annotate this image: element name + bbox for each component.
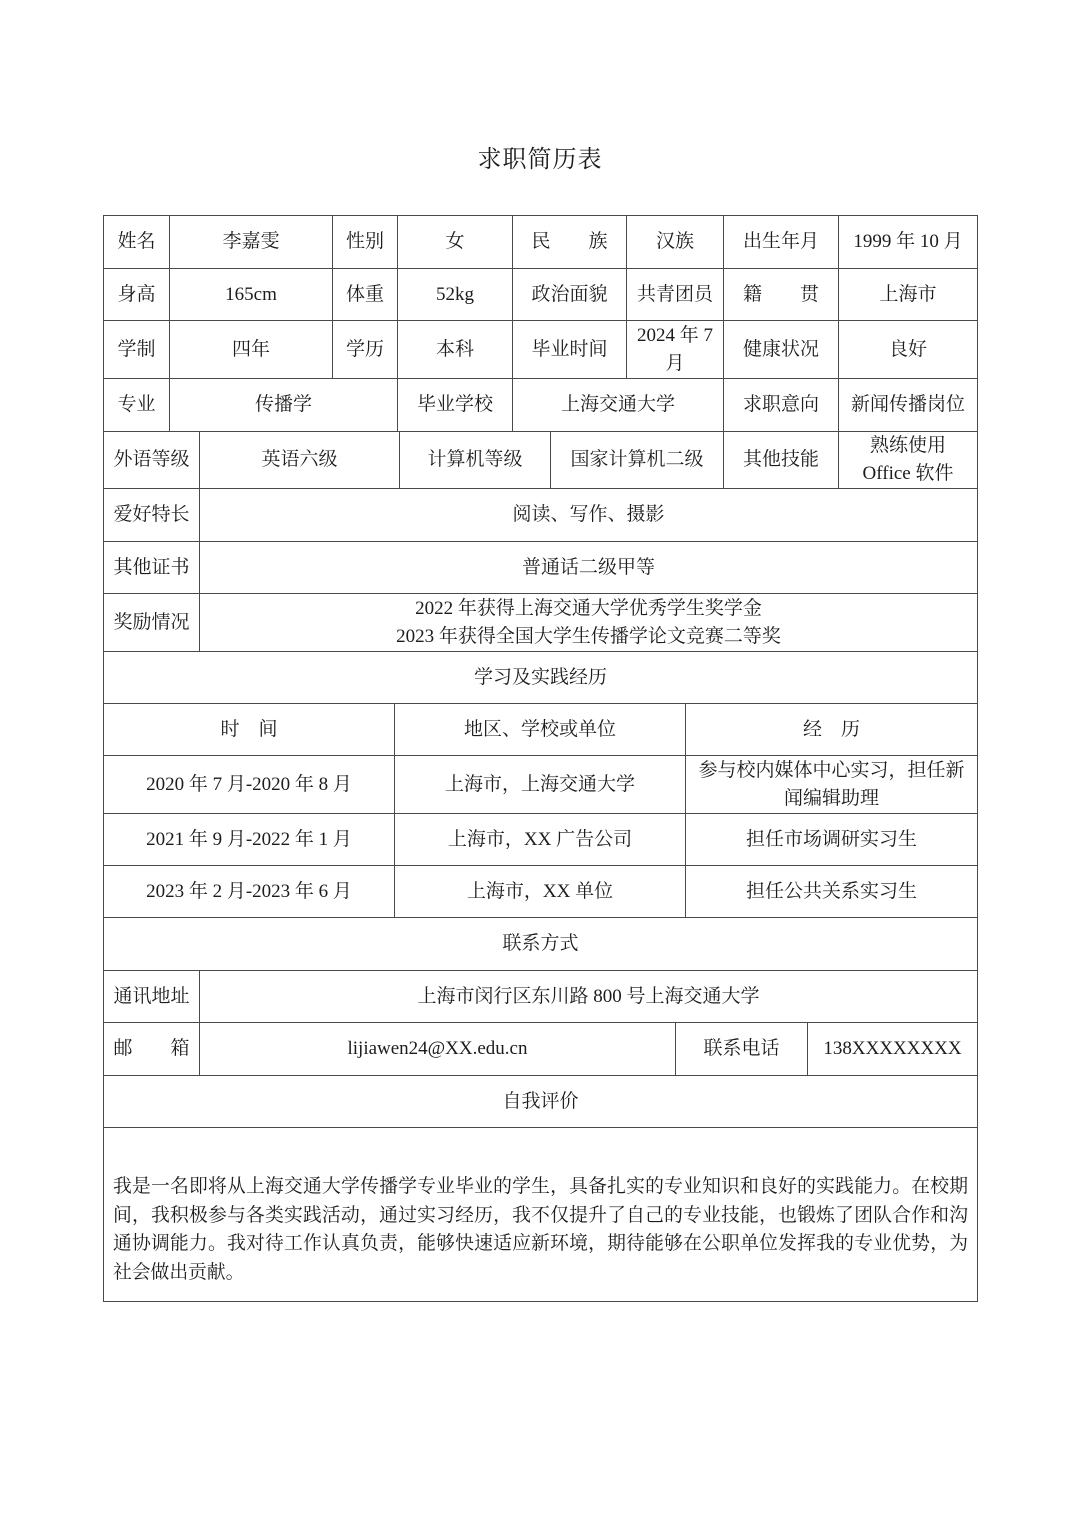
- resume-table: [103, 215, 978, 1302]
- table-row: [104, 431, 977, 488]
- gender-label: 性别: [332, 216, 397, 268]
- experience-header-row: [104, 703, 977, 755]
- other-skills-label: 其他技能: [723, 432, 838, 488]
- period-header: 时 间: [220, 718, 278, 740]
- certificates-label: 其他证书: [113, 556, 190, 578]
- political-label: 政治面貌: [512, 269, 626, 320]
- education-value: 本科: [397, 321, 512, 378]
- experience-place: 上海市，XX 广告公司: [394, 814, 685, 865]
- table-row: [104, 865, 977, 917]
- birth-value: 1999 年 10 月: [838, 216, 977, 268]
- school-label: 毕业学校: [397, 379, 512, 431]
- table-row: [104, 268, 977, 320]
- language-label: 外语等级: [113, 449, 190, 470]
- address-value: 上海市闵行区东川路 800 号上海交通大学: [199, 971, 977, 1022]
- major-label: 专业: [117, 394, 156, 415]
- schooling-label: 学制: [117, 338, 156, 360]
- table-row: [104, 755, 977, 813]
- weight-label: 体重: [332, 269, 397, 320]
- self-evaluation-text: 我是一名即将从上海交通大学传播学专业毕业的学生，具备扎实的专业知识和良好的实践能力。在校期间，我积极参与各类实践活动，通过实习经历，我不仅提升了自己的专业技能，也锻炼了团队合作和沟通协调能力。我对待工作认真负责，能够快速适应新环境，期待能够在公职单位发挥我的专业优势，为社会做出贡献。: [113, 1176, 968, 1283]
- table-row: [104, 593, 977, 651]
- name-label: 姓名: [117, 231, 156, 252]
- awards-value: [199, 594, 977, 651]
- health-label: 健康状况: [723, 321, 838, 378]
- page-title: 求职简历表: [477, 147, 603, 173]
- other-skills-value: 熟练使用 Office 软件: [838, 432, 977, 488]
- experience-place: 上海市，XX 单位: [394, 866, 685, 917]
- gender-value: 女: [397, 216, 512, 268]
- section-header-row: [104, 917, 977, 970]
- email-label: 邮 箱: [113, 1038, 190, 1059]
- certificates-value: 普通话二级甲等: [199, 542, 977, 593]
- graduation-label: 毕业时间: [512, 321, 626, 378]
- ethnicity-value: 汉族: [626, 216, 723, 268]
- intention-value: 新闻传播岗位: [838, 379, 977, 431]
- graduation-value: 2024 年 7 月: [626, 321, 723, 378]
- phone-value: 138XXXXXXXX: [807, 1023, 977, 1075]
- schooling-value: 四年: [169, 321, 332, 378]
- table-row: [104, 488, 977, 541]
- experience-period: 2020 年 7 月-2020 年 8 月: [146, 773, 352, 795]
- computer-label: 计算机等级: [399, 432, 550, 488]
- table-row: [104, 320, 977, 378]
- table-row: [104, 1022, 977, 1075]
- contact-section-title: 联系方式: [502, 933, 579, 954]
- phone-label: 联系电话: [675, 1023, 807, 1075]
- table-row: [104, 541, 977, 593]
- description-header: 经 历: [685, 704, 977, 755]
- address-label: 通讯地址: [113, 985, 190, 1007]
- self-evaluation-title: 自我评价: [502, 1090, 579, 1112]
- experience-description: 担任公共关系实习生: [685, 866, 977, 917]
- weight-value: 52kg: [397, 269, 512, 320]
- table-row: [104, 970, 977, 1022]
- hobbies-label: 爱好特长: [113, 504, 190, 525]
- political-value: 共青团员: [626, 269, 723, 320]
- experience-period: 2023 年 2 月-2023 年 6 月: [146, 880, 352, 902]
- experience-description: 担任市场调研实习生: [685, 814, 977, 865]
- section-header-row: [104, 651, 977, 703]
- table-row: [104, 378, 977, 431]
- computer-value: 国家计算机二级: [550, 432, 723, 488]
- award-item: 2022 年获得上海交通大学优秀学生奖学金: [415, 597, 762, 619]
- ethnicity-label: 民 族: [512, 216, 626, 268]
- table-row: [104, 216, 977, 268]
- name-value: 李嘉雯: [169, 216, 332, 268]
- place-header: 地区、学校或单位: [394, 704, 685, 755]
- experience-period: 2021 年 9 月-2022 年 1 月: [146, 828, 352, 850]
- awards-label: 奖励情况: [113, 611, 190, 633]
- intention-label: 求职意向: [723, 379, 838, 431]
- email-value: lijiawen24@XX.edu.cn: [199, 1023, 675, 1075]
- hometown-value: 上海市: [838, 269, 977, 320]
- table-row: [104, 813, 977, 865]
- experience-description: 参与校内媒体中心实习，担任新闻编辑助理: [685, 756, 977, 813]
- hometown-label: 籍 贯: [723, 269, 838, 320]
- hobbies-value: 阅读、写作、摄影: [199, 489, 977, 541]
- experience-place: 上海市，上海交通大学: [394, 756, 685, 813]
- experience-section-title: 学习及实践经历: [473, 666, 607, 688]
- birth-label: 出生年月: [723, 216, 838, 268]
- table-row: [104, 1127, 977, 1301]
- health-value: 良好: [838, 321, 977, 378]
- school-value: 上海交通大学: [512, 379, 723, 431]
- language-value: 英语六级: [199, 432, 399, 488]
- height-label: 身高: [117, 283, 156, 305]
- height-value: 165cm: [169, 269, 332, 320]
- major-value: 传播学: [169, 379, 397, 431]
- section-header-row: [104, 1075, 977, 1127]
- education-label: 学历: [332, 321, 397, 378]
- award-item: 2023 年获得全国大学生传播学论文竞赛二等奖: [396, 625, 781, 647]
